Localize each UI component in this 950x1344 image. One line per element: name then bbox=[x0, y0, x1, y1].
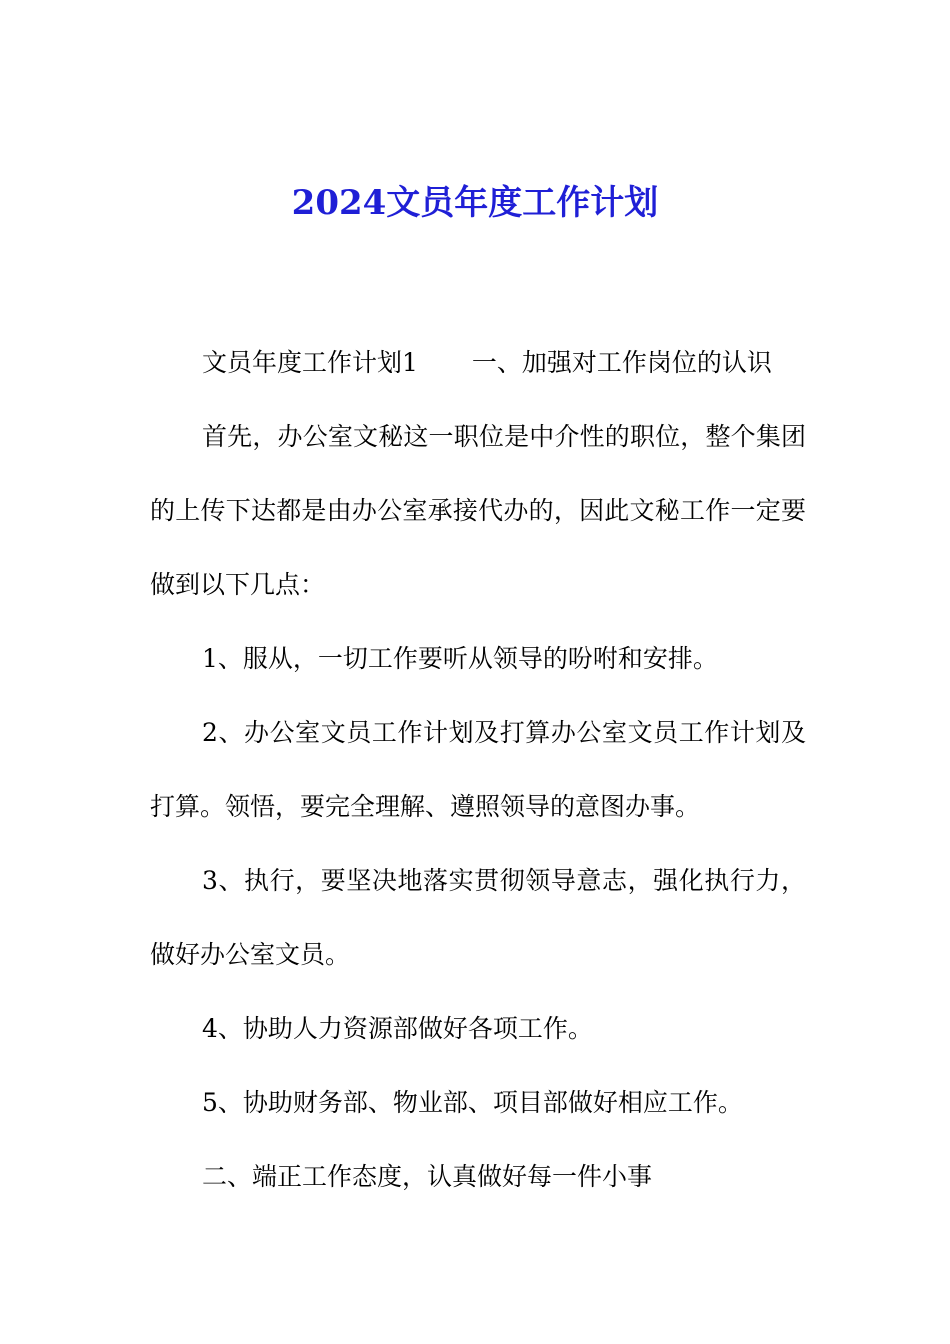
paragraph-point-3: 3、执行，要坚决地落实贯彻领导意志，强化执行力，做好办公室文员。 bbox=[150, 866, 806, 969]
section-one-heading: 一、加强对工作岗位的认识 bbox=[471, 348, 772, 377]
document-body bbox=[150, 326, 806, 1214]
paragraph-point-1: 1、服从，一切工作要听从领导的吩咐和安排。 bbox=[202, 644, 718, 673]
paragraph-point-5: 5、协助财务部、物业部、项目部做好相应工作。 bbox=[202, 1088, 743, 1117]
plan-number-label: 文员年度工作计划1 bbox=[202, 348, 418, 377]
document-title: 2024文员年度工作计划 bbox=[291, 183, 659, 223]
paragraph-intro: 首先，办公室文秘这一职位是中介性的职位，整个集团的上传下达都是由办公室承接代办的，因此文秘工作一定要做到以下几点： bbox=[150, 422, 806, 599]
paragraph-point-2: 2、办公室文员工作计划及打算办公室文员工作计划及打算。领悟，要完全理解、遵照领导的意图办事。 bbox=[150, 718, 806, 821]
paragraph-section-two-heading: 二、端正工作态度，认真做好每一件小事 bbox=[202, 1162, 653, 1191]
paragraph-section-heading bbox=[150, 326, 806, 400]
paragraph-point-4: 4、协助人力资源部做好各项工作。 bbox=[202, 1014, 593, 1043]
